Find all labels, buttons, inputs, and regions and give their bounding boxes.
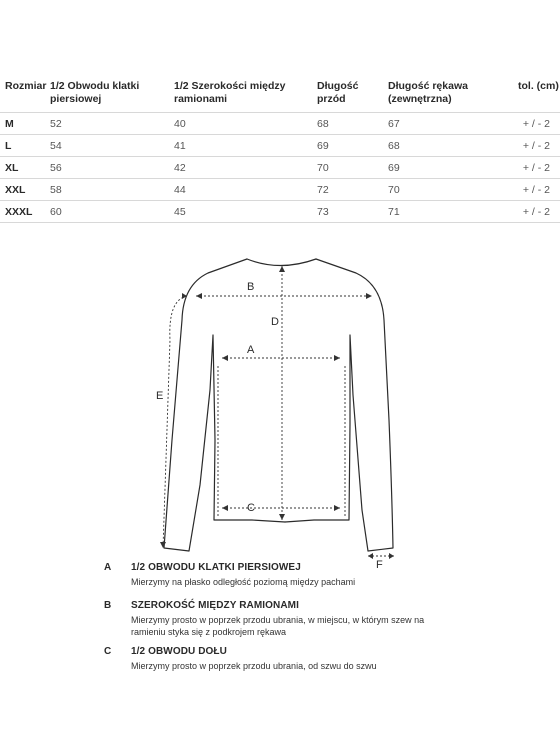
cell-chest: 58 (50, 179, 174, 201)
cell-chest: 54 (50, 135, 174, 157)
label-d: D (271, 316, 279, 328)
neckline (247, 259, 316, 266)
legend-letter: C (104, 646, 112, 657)
arrow-b-left (196, 293, 202, 299)
header-size: Rozmiar (5, 80, 47, 92)
cell-front-length: 72 (317, 179, 388, 201)
legend-title: SZEROKOŚĆ MIĘDZY RAMIONAMI (131, 600, 299, 611)
arrow-a-left (222, 355, 228, 361)
arrow-a-right (334, 355, 340, 361)
cell-sleeve-length: 67 (388, 113, 518, 135)
arrow-f-right (389, 553, 394, 559)
header-shoulders: 1/2 Szerokości między ramionami (174, 80, 286, 105)
legend-title: 1/2 OBWODU KLATKI PIERSIOWEJ (131, 562, 301, 573)
right-shoulder-sleeve (285, 259, 393, 551)
diagram-labels (156, 281, 383, 571)
header-front-length: Długość przód (317, 80, 359, 105)
cell-size: XXXL (0, 201, 50, 223)
cell-chest: 56 (50, 157, 174, 179)
label-a: A (247, 344, 255, 356)
header-sleeve-length: Długość rękawa (zewnętrzna) (388, 80, 468, 105)
measure-lines (163, 266, 394, 556)
cell-sleeve-length: 69 (388, 157, 518, 179)
cell-shoulders: 41 (174, 135, 317, 157)
label-e: E (156, 390, 164, 402)
arrow-d-top (279, 266, 285, 272)
header-tolerance: tol. (cm) (518, 80, 559, 92)
cell-front-length: 68 (317, 113, 388, 135)
cell-size: M (0, 113, 50, 135)
cell-tolerance: + / - 2 (518, 157, 560, 179)
cell-chest: 52 (50, 113, 174, 135)
arrow-c-left (222, 505, 228, 511)
cell-shoulders: 42 (174, 157, 317, 179)
sweater-outline (164, 259, 393, 551)
cell-size: XL (0, 157, 50, 179)
cell-tolerance: + / - 2 (518, 179, 560, 201)
cell-front-length: 73 (317, 201, 388, 223)
arrow-e-bottom (160, 542, 166, 548)
legend-description: Mierzymy na płasko odległość poziomą między pachami (131, 577, 356, 587)
arrow-d-bottom (279, 514, 285, 520)
label-b: B (247, 281, 255, 293)
cell-tolerance: + / - 2 (518, 113, 560, 135)
cell-tolerance: + / - 2 (518, 135, 560, 157)
cell-tolerance: + / - 2 (518, 201, 560, 223)
cell-size: XXL (0, 179, 50, 201)
cell-sleeve-length: 68 (388, 135, 518, 157)
cell-shoulders: 40 (174, 113, 317, 135)
cell-size: L (0, 135, 50, 157)
legend-letter: B (104, 600, 112, 611)
cell-front-length: 69 (317, 135, 388, 157)
label-c: C (247, 502, 255, 514)
label-f: F (376, 559, 383, 571)
cell-front-length: 70 (317, 157, 388, 179)
cell-shoulders: 45 (174, 201, 317, 223)
cell-chest: 60 (50, 201, 174, 223)
legend-description: Mierzymy prosto w poprzek przodu ubrania, w miejscu, w którym szew na ramieniu styka się z podkrojem rękawa (131, 615, 425, 637)
legend-description: Mierzymy prosto w poprzek przodu ubrania, od szwu do szwu (131, 661, 377, 671)
arrow-f-left (368, 553, 373, 559)
cell-sleeve-length: 71 (388, 201, 518, 223)
cell-shoulders: 44 (174, 179, 317, 201)
header-chest: 1/2 Obwodu klatki piersiowej (50, 80, 140, 105)
legend-letter: A (104, 562, 112, 573)
arrow-c-right (334, 505, 340, 511)
legend-title: 1/2 OBWODU DOŁU (131, 646, 227, 657)
arrow-b-right (366, 293, 372, 299)
cell-sleeve-length: 70 (388, 179, 518, 201)
